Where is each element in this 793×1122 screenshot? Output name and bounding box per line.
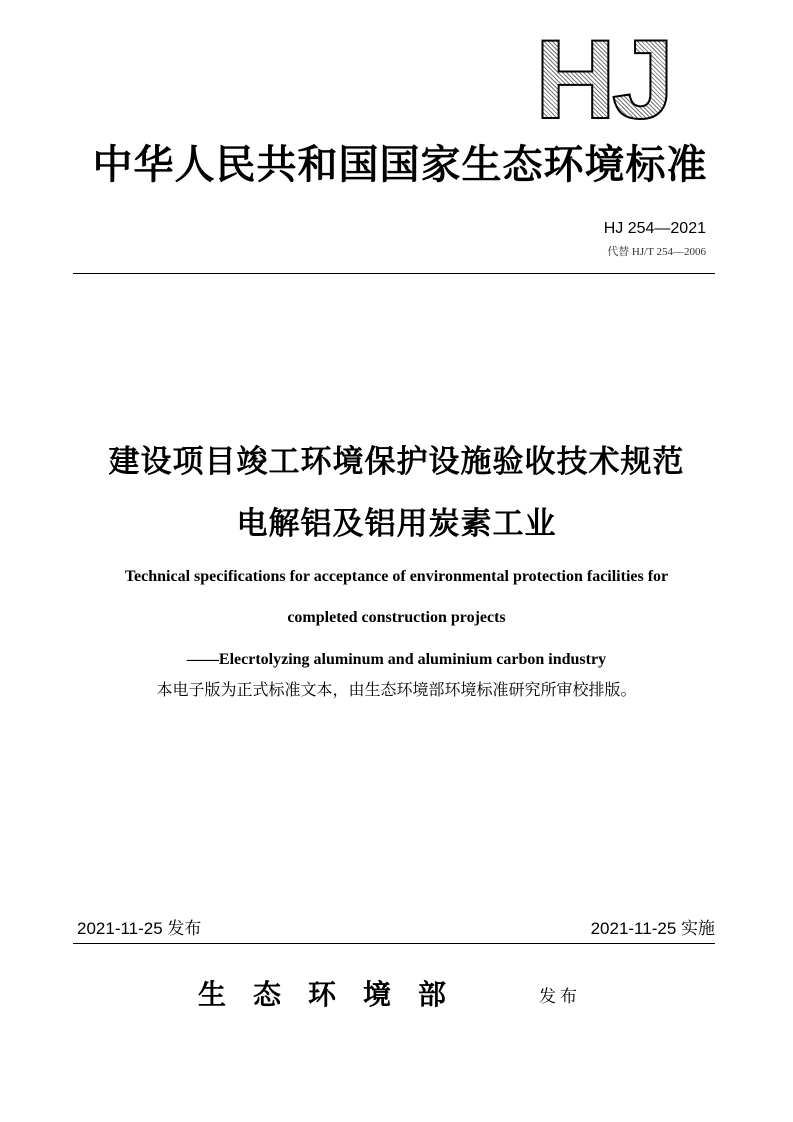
publisher-name: 生态环境部: [198, 978, 474, 1011]
issuing-agency-title: 中华人民共和国国家生态环境标准: [92, 141, 708, 188]
english-title-line3: ——Elecrtolyzing aluminum and aluminium carbon industry: [186, 651, 607, 668]
edition-note: 本电子版为正式标准文本，由生态环境部环境标准研究所审校排版。: [156, 680, 637, 699]
replaced-standard: 代替 HJ/T 254—2006: [607, 246, 706, 258]
standard-number: HJ 254—2021: [603, 220, 706, 237]
publish-label: 发布: [539, 987, 581, 1007]
header-divider: [73, 273, 715, 274]
footer-divider: [73, 943, 715, 944]
document-title-line1: 建设项目竣工环境保护设施验收技术规范: [108, 444, 685, 480]
english-title-line2: completed construction projects: [287, 609, 506, 626]
implementation-date: 2021-11-25 实施: [590, 919, 715, 938]
issue-date: 2021-11-25 发布: [77, 919, 202, 938]
english-title-line1: Technical specifications for acceptance of environmental protection facilities for: [124, 568, 669, 585]
hj-logo: HJ: [535, 35, 700, 125]
document-title-line2: 电解铝及铝用炭素工业: [236, 506, 557, 542]
